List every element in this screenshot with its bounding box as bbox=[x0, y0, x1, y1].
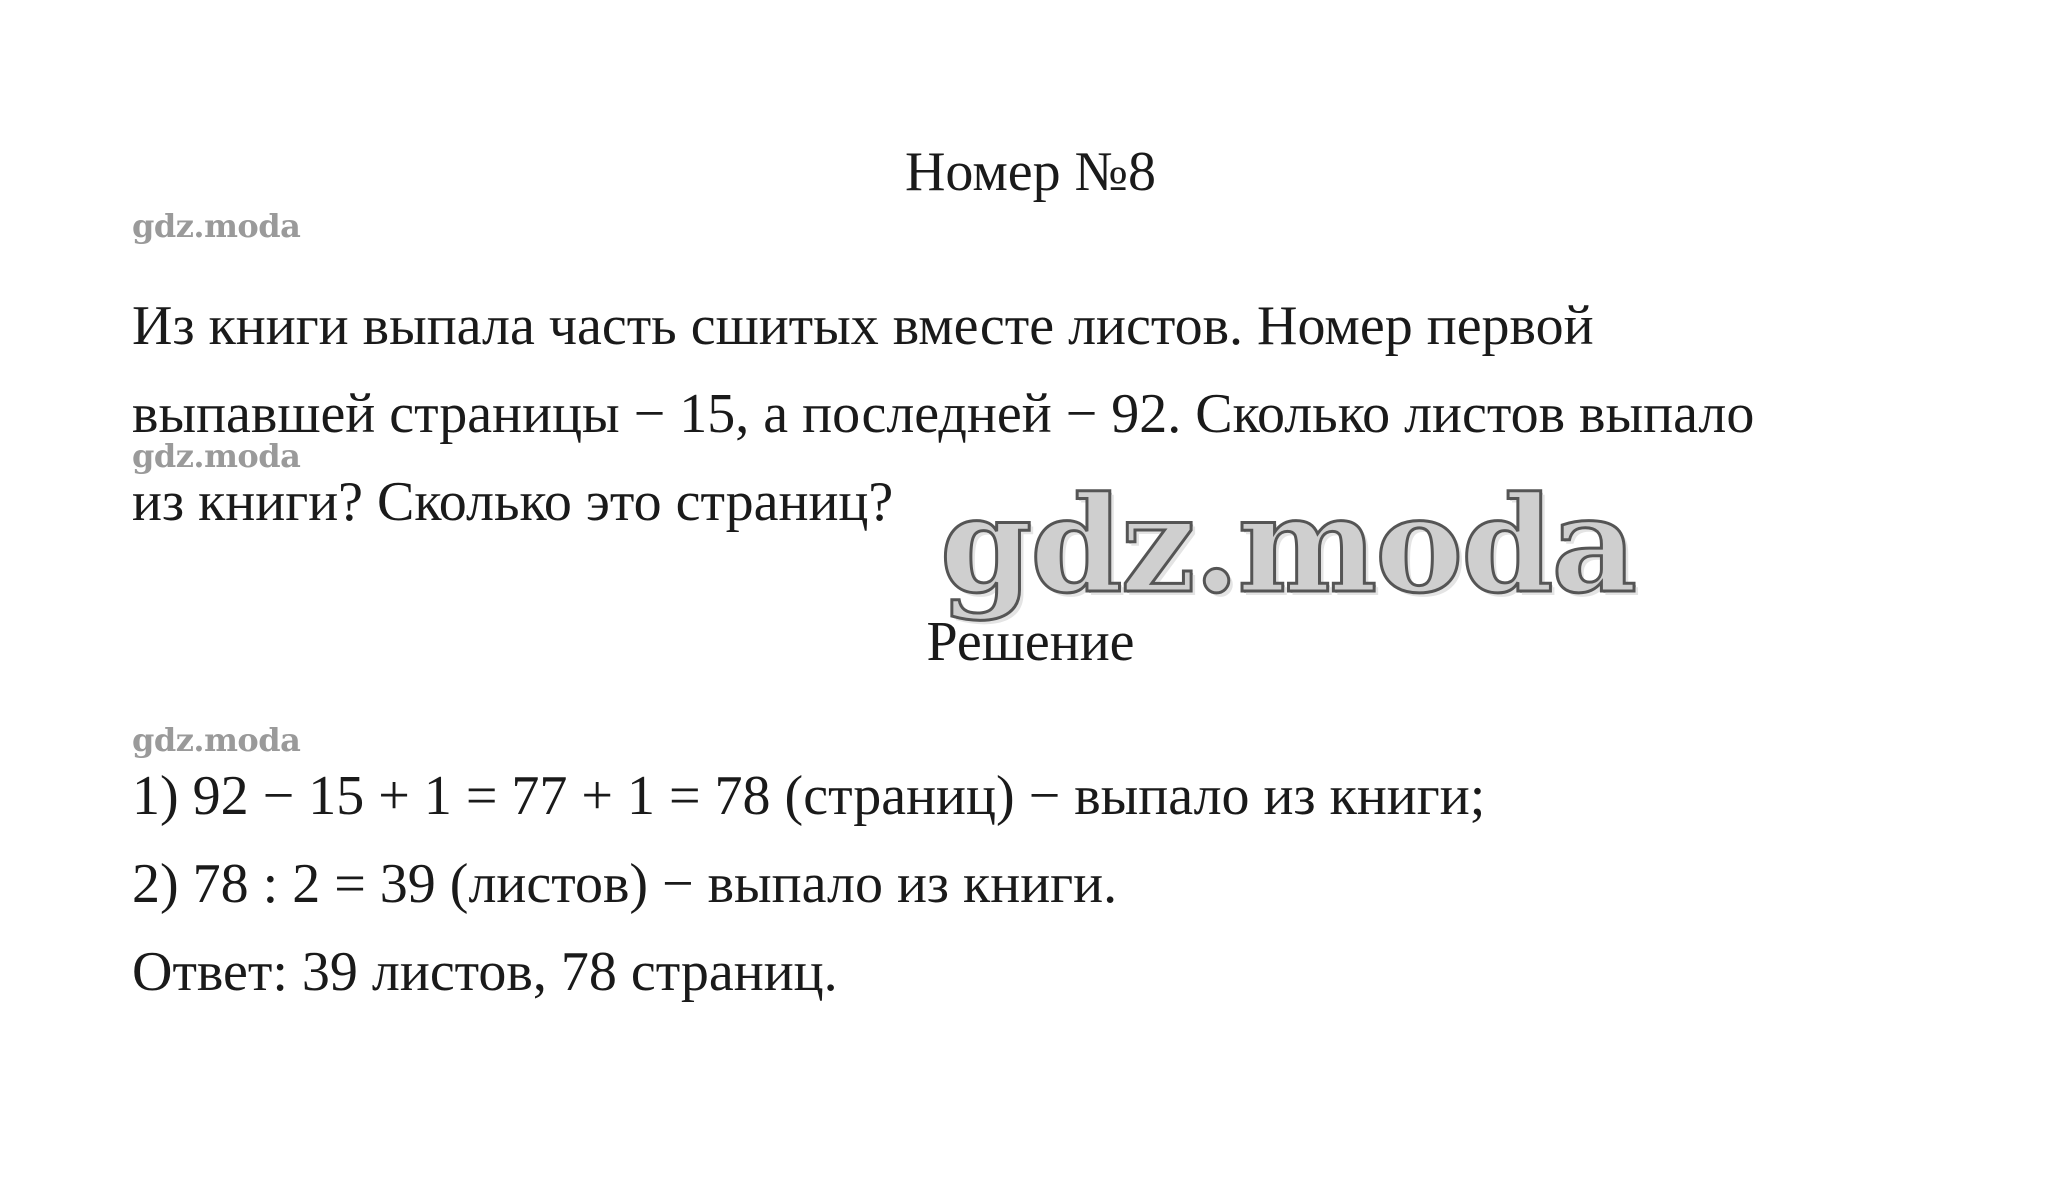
solution-steps bbox=[132, 752, 1932, 1016]
problem-line: выпавшей страницы − 15, а последней − 92. Сколько листов выпало bbox=[132, 383, 1755, 445]
task-title bbox=[0, 140, 2061, 204]
watermark-top: gdz.moda bbox=[132, 207, 301, 245]
watermark-large: gdz.moda bbox=[940, 468, 1636, 623]
answer-line: Ответ: 39 листов, 78 страниц. bbox=[132, 941, 838, 1003]
task-title-text: Номер №8 bbox=[904, 141, 1157, 203]
solution-step: 2) 78 : 2 = 39 (листов) − выпало из книги. bbox=[132, 853, 1118, 915]
problem-line: из книги? Сколько это страниц? bbox=[132, 471, 894, 533]
watermark-middle: gdz.moda bbox=[132, 437, 301, 475]
solution-heading bbox=[0, 610, 2061, 674]
solution-step: 1) 92 − 15 + 1 = 77 + 1 = 78 (страниц) − выпало из книги; bbox=[132, 765, 1486, 827]
problem-line: Из книги выпала часть сшитых вместе листов. Номер первой bbox=[132, 295, 1594, 357]
watermark-bottom: gdz.moda bbox=[132, 721, 301, 759]
solution-heading-text: Решение bbox=[926, 611, 1135, 673]
